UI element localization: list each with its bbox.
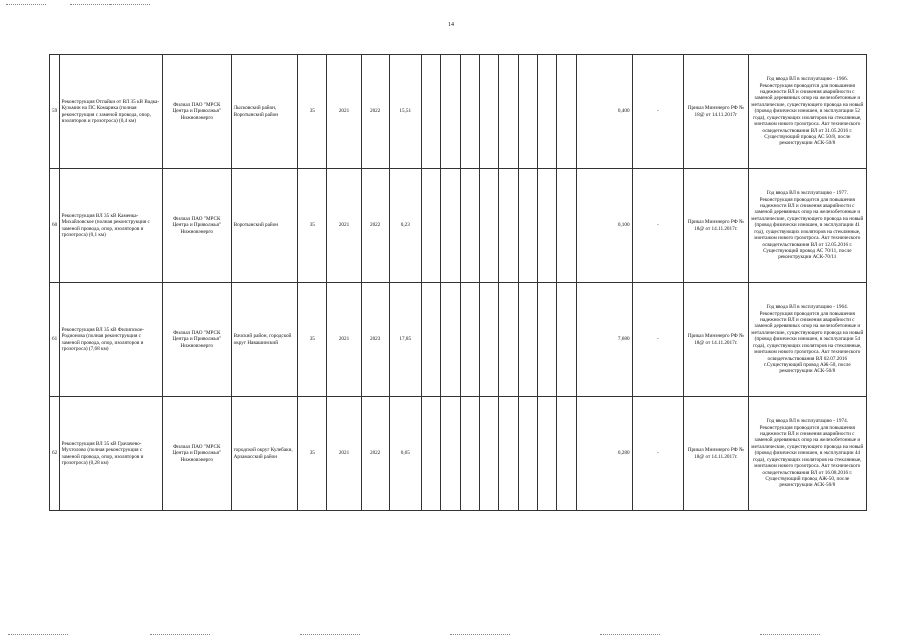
row-number: 62	[50, 397, 60, 511]
row-number: 60	[50, 169, 60, 283]
district: Лысковский район, Воротынский район	[231, 55, 298, 169]
project-name: Реконструкция ВЛ 35 кВ Грачачево-Мухтолово (полная реконструкция с заменой провода, опор, изоляторов и грозотроса) (0,28 км)	[59, 397, 162, 511]
year-end: 2022	[361, 397, 389, 511]
projects-table	[49, 54, 867, 511]
project-name: Реконструкция ВЛ 35 кВ Каменка-Михайловское (полная реконструкция с заменой провода, опор, изоляторов и грозотроса) (0,1 км)	[59, 169, 162, 283]
empty-cell	[441, 169, 460, 283]
dash-value: -	[632, 283, 684, 397]
row-number: 61	[50, 283, 60, 397]
project-name: Реконструкция ВЛ 35 кВ Филипское-Родионова (полная реконструкция с заменой провода, опор, изоляторов и грозотроса) (7,68 км)	[59, 283, 162, 397]
cost: 15,51	[389, 55, 421, 169]
empty-cell	[557, 55, 576, 169]
voltage: 35	[298, 397, 327, 511]
order-reference: Приказ Минэнерго РФ № 18@ от 14.11.2017г.	[684, 283, 749, 397]
year-end: 2022	[361, 55, 389, 169]
voltage: 35	[298, 169, 327, 283]
district: Воротынский район	[231, 169, 298, 283]
empty-cell	[518, 397, 537, 511]
empty-cell	[518, 169, 537, 283]
order-reference: Приказ Минэнерго РФ № 18@ от 14.11.2017г	[684, 55, 749, 169]
year-start: 2021	[327, 55, 361, 169]
line-length: 0,280	[576, 397, 632, 511]
table-row	[50, 397, 867, 511]
empty-cell	[479, 55, 498, 169]
empty-cell	[518, 283, 537, 397]
dash-value: -	[632, 169, 684, 283]
empty-cell	[518, 55, 537, 169]
empty-cell	[460, 283, 479, 397]
organization: Филиал ПАО "МРСК Центра и Приволжья" Нижновэнерго	[162, 169, 231, 283]
empty-cell	[479, 397, 498, 511]
organization: Филиал ПАО "МРСК Центра и Приволжья" Нижновэнерго	[162, 283, 231, 397]
line-length: 7,680	[576, 283, 632, 397]
empty-cell	[421, 397, 440, 511]
table-row	[50, 55, 867, 169]
page-number: 14	[448, 22, 454, 28]
empty-cell	[421, 283, 440, 397]
empty-cell	[537, 55, 556, 169]
row-number: 59	[50, 55, 60, 169]
order-reference: Приказ Минэнерго РФ № 18@ от 14.11.2017г.	[684, 397, 749, 511]
empty-cell	[479, 283, 498, 397]
empty-cell	[421, 169, 440, 283]
order-reference: Приказ Минэнерго РФ № 18@ от 14.11.2017г.	[684, 169, 749, 283]
empty-cell	[460, 55, 479, 169]
empty-cell	[441, 397, 460, 511]
bottom-scan-marks	[0, 634, 905, 636]
year-end: 2023	[361, 283, 389, 397]
dash-value: -	[632, 397, 684, 511]
empty-cell	[499, 55, 518, 169]
empty-cell	[441, 55, 460, 169]
table-row	[50, 169, 867, 283]
empty-cell	[557, 169, 576, 283]
year-start: 2021	[327, 397, 361, 511]
empty-cell	[441, 283, 460, 397]
project-name: Реконструкция Отпайки от ВЛ 35 кВ Вадка-Кузьмин на ПС Комарика (полная реконструкция с заменой провода, опор, изоляторов и грозотроса) (0,4 км)	[59, 55, 162, 169]
empty-cell	[557, 397, 576, 511]
empty-cell	[479, 169, 498, 283]
empty-cell	[499, 397, 518, 511]
dash-value: -	[632, 55, 684, 169]
line-length: 0,100	[576, 169, 632, 283]
district: городской округ Кулебаки, Арзамасский район	[231, 397, 298, 511]
empty-cell	[460, 397, 479, 511]
organization: Филиал ПАО "МРСК Центра и Приволжья" Нижновэнерго	[162, 397, 231, 511]
empty-cell	[537, 397, 556, 511]
justification: Год ввода ВЛ в эксплуатацию - 1977. Реконструкция проводится для повышения надежности ВЛ и снижения аварийности с заменой деревянных опор на железобетонные и металлические, существующего провода на новый (провод физически изношен, в эксплуатации 41 год), существующих изоляторов на стеклянные, монтажом нового грозотроса. Акт технического освидетельствования ВЛ от 12.05.2016 г. Существующий провод АС 70/11, после реконструкции АСК-70/11	[748, 169, 866, 283]
justification: Год ввода ВЛ в эксплуатацию - 1964. Реконструкция проводится для повышения надежности ВЛ и снижения аварийности с заменой деревянных опор на железобетонные и металлические, существующего провода на новый (провод физически изношен, в эксплуатации 54 года), существующих изоляторов на стеклянные, монтажом нового грозотроса. Акт технического освидетельствования ВЛ 02.07.2016 г.Существующий провод АЖ-50, после реконструкции АСК-50/8	[748, 283, 866, 397]
year-end: 2022	[361, 169, 389, 283]
empty-cell	[537, 169, 556, 283]
voltage: 35	[298, 283, 327, 397]
year-start: 2021	[327, 169, 361, 283]
voltage: 35	[298, 55, 327, 169]
cost: 0,23	[389, 169, 421, 283]
table-row	[50, 283, 867, 397]
cost: 0,65	[389, 397, 421, 511]
justification: Год ввода ВЛ в эксплуатацию - 1966. Реконструкция проводится для повышения надежности ВЛ и снижения аварийности с заменой деревянных опор на железобетонные и металлические, существующего провода на новый (провод физически изношен, в эксплуатации 52 года), существующих изоляторов на стеклянные, монтажом нового грозотроса. Акт технического освидетельствования ВЛ от 31.05.2016 г. Существующий провод АС 50/8, после реконструкции АСК-50/8	[748, 55, 866, 169]
district: Вачский район, городской округ Навашинский	[231, 283, 298, 397]
empty-cell	[499, 169, 518, 283]
empty-cell	[499, 283, 518, 397]
empty-cell	[537, 283, 556, 397]
organization: Филиал ПАО "МРСК Центра и Приволжья" Нижновэнерго	[162, 55, 231, 169]
empty-cell	[460, 169, 479, 283]
line-length: 0,400	[576, 55, 632, 169]
year-start: 2021	[327, 283, 361, 397]
empty-cell	[421, 55, 440, 169]
justification: Год ввода ВЛ в эксплуатацию - 1974. Реконструкция проводится для повышения надежности ВЛ и снижения аварийности с заменой деревянных опор на железобетонные и металлические, существующего провода на новый (провод физически изношен, в эксплуатации 44 года), существующих изоляторов на стеклянные, монтажом нового грозотроса. Акт технического освидетельствования ВЛ от 16.08.2016 г. Существующий провод АЖ-50, после реконструкции АСК-50/8	[748, 397, 866, 511]
cost: 17,85	[389, 283, 421, 397]
empty-cell	[557, 283, 576, 397]
